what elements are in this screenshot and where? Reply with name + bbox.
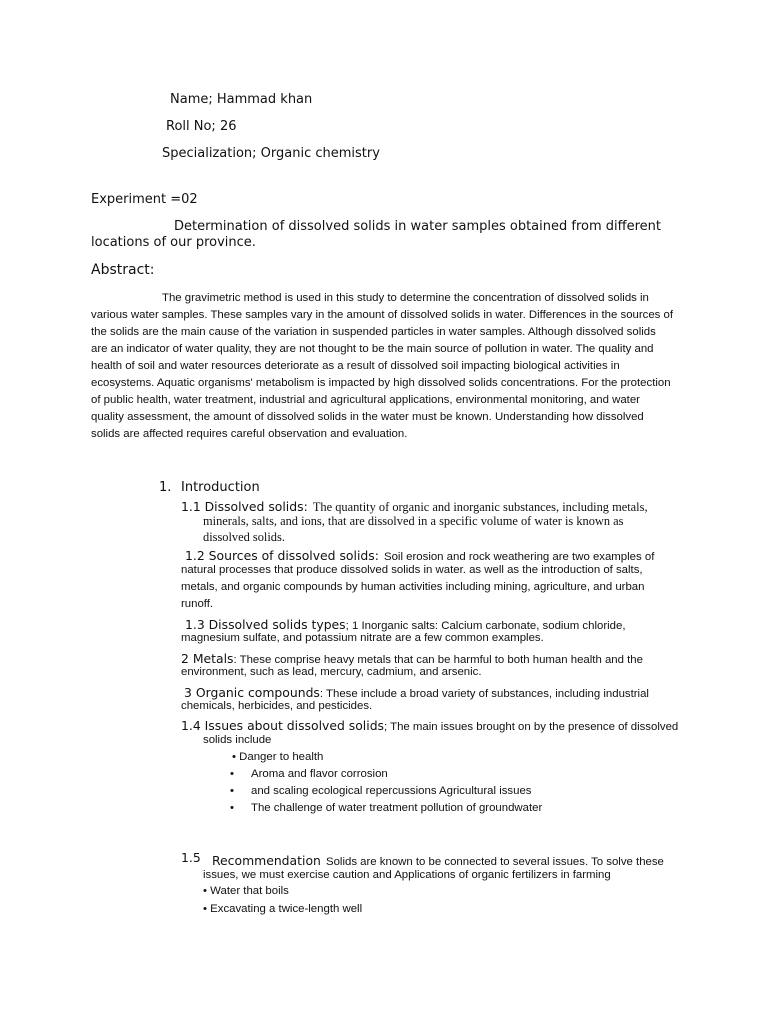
section-1-5-number: 1.5 [181,850,201,865]
metals-text: : These comprise heavy metals that can be harmful to both human health and the [233,654,643,666]
organic-text: : These include a broad variety of substances, including industrial [319,688,649,700]
bullet-dot-icon: • [230,768,234,780]
metals-line: environment, such as lead, mercury, cadmium, and arsenic. [181,666,482,678]
list-item: • Water that boils [203,885,289,897]
experiment-title-line-1: Determination of dissolved solids in water samples obtained from different [174,219,661,234]
list-item: Aroma and flavor corrosion [251,768,388,780]
abstract-line: The gravimetric method is used in this study to determine the concentration of dissolved solids in [162,292,649,304]
section-1-3-line: magnesium sulfate, and potassium nitrate are a few common examples. [181,632,544,644]
abstract-line: health of soil and water resources deteriorate as a result of dissolved soil impacting biological activities in [91,360,620,372]
section-1-5-text: Solids are known to be connected to several issues. To solve these [325,856,664,868]
section-1-1-text: The quantity of organic and inorganic substances, including metals, [312,500,648,514]
section-1-4-text: ; The main issues brought on by the presence of dissolved [384,721,679,733]
organic-line: chemicals, herbicides, and pesticides. [181,700,373,712]
section-1-3-text: ; 1 Inorganic salts: Calcium carbonate, sodium chloride, [345,620,626,632]
section-1-1-line: dissolved solids. [203,530,285,544]
student-name: Name; Hammad khan [170,92,313,107]
intro-number: 1. [159,480,172,495]
section-1-2-text: Soil erosion and rock weathering are two examples of [384,551,655,563]
roll-number: Roll No; 26 [166,119,237,134]
experiment-label: Experiment =02 [91,192,198,207]
bullet-dot-icon: • [230,802,234,814]
intro-heading: Introduction [181,480,260,495]
list-item: and scaling ecological repercussions Agricultural issues [251,785,532,797]
list-item: The challenge of water treatment pollution of groundwater [251,802,543,814]
abstract-line: the solids are the main cause of the variation in suspended particles in water samples. Although dissolved solids [91,326,656,338]
abstract-line: solids are affected requires careful observation and evaluation. [91,428,408,440]
bullet-dot-icon: • [230,785,234,797]
list-item: • Excavating a twice-length well [203,903,363,915]
abstract-line: ecosystems. Aquatic organisms' metabolism is impacted by high dissolved solids concentrations. For the protection [91,377,671,389]
list-item: • Danger to health [232,751,324,763]
section-1-5-heading: Recommendation [212,853,321,868]
section-1-2-heading: 1.2 Sources of dissolved solids: [185,548,379,563]
section-1-3-heading: 1.3 Dissolved solids types [185,617,346,632]
section-1-2-line: natural processes that produce dissolved solids in water. as well as the introduction of salts, [181,564,643,576]
section-1-4-line: solids include [203,734,272,746]
section-1-4-heading: 1.4 Issues about dissolved solids [181,718,385,733]
metals-heading: 2 Metals [181,651,234,666]
organic-heading: 3 Organic compounds [184,685,320,700]
abstract-heading: Abstract: [91,262,155,278]
section-1-1-line: minerals, salts, and ions, that are dissolved in a specific volume of water is known as [203,514,624,528]
specialization: Specialization; Organic chemistry [162,146,380,161]
abstract-line: various water samples. These samples vary in the amount of dissolved solids in water. Differences in the sources of [91,309,674,321]
abstract-line: quality assessment, the amount of dissolved solids in the water must be known. Understanding how dissolved [91,411,644,423]
section-1-2-line: runoff. [181,598,214,610]
section-1-1-heading: 1.1 Dissolved solids: [181,499,308,514]
abstract-line: of public health, water treatment, industrial and agricultural applications, environmental monitoring, and water [91,394,640,406]
section-1-5-line: issues, we must exercise caution and Applications of organic fertilizers in farming [203,869,611,881]
experiment-title-line-2: locations of our province. [91,235,256,250]
abstract-line: are an indicator of water quality, they are not thought to be the main source of pollution in water. The quality and [91,343,654,355]
section-1-2-line: metals, and organic compounds by human activities including mining, agriculture, and urban [181,581,645,593]
